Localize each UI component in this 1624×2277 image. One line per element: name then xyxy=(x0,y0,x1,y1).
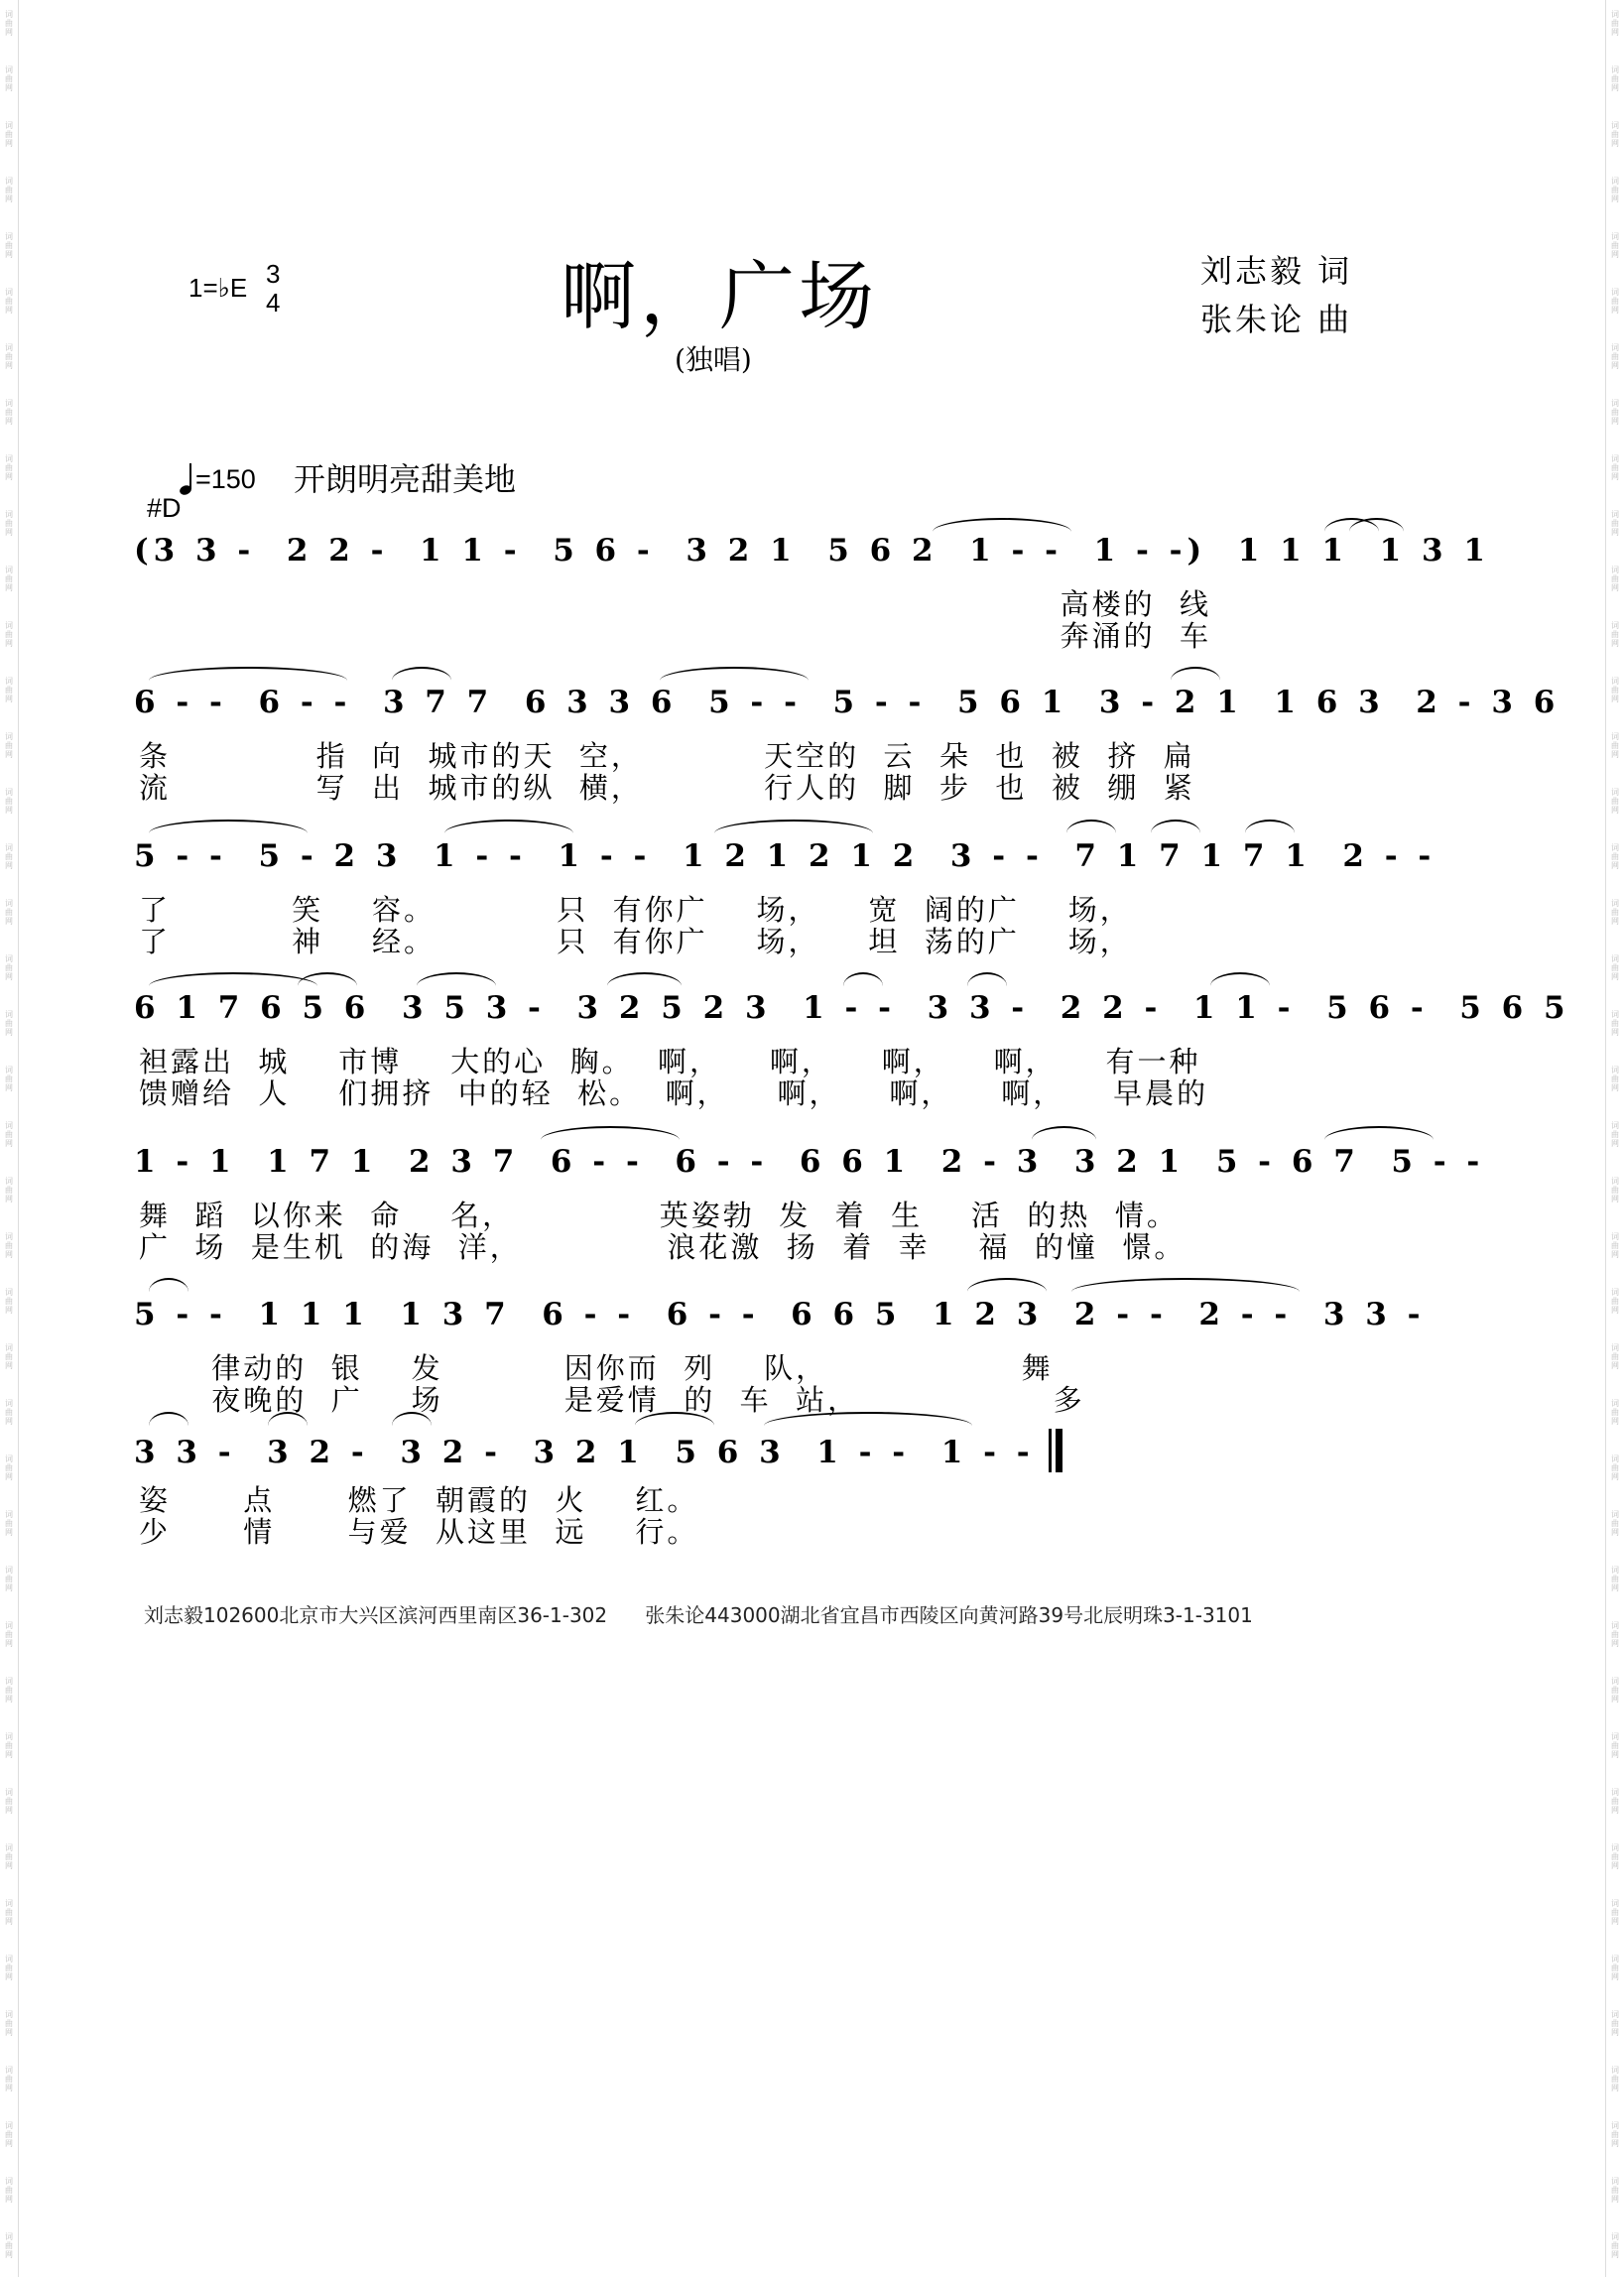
slur-mark xyxy=(1151,820,1200,833)
watermark-mark: 词曲网 xyxy=(5,788,13,815)
watermark-mark: 词曲网 xyxy=(5,1677,13,1704)
watermark-mark: 词曲网 xyxy=(1611,621,1619,648)
watermark-mark: 词曲网 xyxy=(1611,677,1619,703)
watermark-mark: 词曲网 xyxy=(5,1121,13,1148)
watermark-mark: 词曲网 xyxy=(5,1232,13,1259)
watermark-mark: 词曲网 xyxy=(5,843,13,870)
contact-footer: 刘志毅102600北京市大兴区滨河西里南区36-1-302 张朱论443000湖北省宜昌市西陵区向黄河路39号北辰明珠3-1-3101 xyxy=(144,1603,1253,1627)
slur-mark xyxy=(149,667,347,681)
slur-mark xyxy=(444,820,573,833)
notation-line: 5 - - 5 - 2 3 1 - - 1 - - 1 2 1 2 1 2 3 - - 7 1 7 1 7 1 2 - - xyxy=(134,838,1437,874)
watermark-mark: 词曲网 xyxy=(1611,2066,1619,2092)
key-signature: 1=♭E xyxy=(188,273,248,303)
watermark-mark: 词曲网 xyxy=(5,2232,13,2259)
watermark-mark: 词曲网 xyxy=(5,1788,13,1815)
watermark-mark: 词曲网 xyxy=(1611,454,1619,481)
notation-line: 1 - 1 1 7 1 2 3 7 6 - - 6 - - 6 6 1 2 - 3 3 2 1 5 - 6 7 5 - - xyxy=(134,1144,1485,1180)
notation-line: 6 - - 6 - - 3 7 7 6 3 3 6 5 - - 5 - - 5 6 1 3 - 2 1 1 6 3 2 - 3 6 xyxy=(134,685,1561,720)
slur-mark xyxy=(967,972,1007,986)
watermark-mark: 词曲网 xyxy=(1611,843,1619,870)
final-barline-thick xyxy=(1056,1429,1062,1472)
tempo-marking: =150 xyxy=(195,464,256,494)
lyric-verse-1: 高楼的 线 xyxy=(139,587,1212,621)
slur-mark xyxy=(149,972,317,986)
watermark-mark: 词曲网 xyxy=(1611,899,1619,926)
watermark-mark: 词曲网 xyxy=(5,2177,13,2204)
watermark-mark: 词曲网 xyxy=(5,1955,13,1981)
slur-mark xyxy=(1066,820,1116,833)
watermark-mark: 词曲网 xyxy=(5,65,13,92)
slur-mark xyxy=(298,972,357,986)
watermark-mark: 词曲网 xyxy=(5,2121,13,2148)
slur-mark xyxy=(541,1126,680,1140)
slur-mark xyxy=(1032,1126,1096,1140)
watermark-mark: 词曲网 xyxy=(5,1343,13,1370)
watermark-mark: 词曲网 xyxy=(1611,1343,1619,1370)
watermark-mark: 词曲网 xyxy=(5,510,13,537)
watermark-mark: 词曲网 xyxy=(5,1010,13,1037)
watermark-mark: 词曲网 xyxy=(5,232,13,259)
final-barline-thin xyxy=(1049,1429,1052,1472)
notation-line: 5 - - 1 1 1 1 3 7 6 - - 6 - - 6 6 5 1 2 3 2 - - 2 - - 3 3 - xyxy=(134,1297,1426,1332)
watermark-mark: 词曲网 xyxy=(5,1399,13,1426)
watermark-mark: 词曲网 xyxy=(1611,1843,1619,1870)
watermark-mark: 词曲网 xyxy=(5,954,13,981)
watermark-mark: 词曲网 xyxy=(1611,1177,1619,1203)
watermark-mark: 词曲网 xyxy=(5,1177,13,1203)
watermark-mark: 词曲网 xyxy=(5,454,13,481)
watermark-mark: 词曲网 xyxy=(1611,788,1619,815)
watermark-mark: 词曲网 xyxy=(5,177,13,203)
slur-mark xyxy=(1210,972,1270,986)
watermark-mark: 词曲网 xyxy=(1611,1010,1619,1037)
notation-line: (3 3 - 2 2 - 1 1 - 5 6 - 3 2 1 5 6 2 1 - - 1 - -) 1 1 1 1 3 1 xyxy=(134,533,1490,569)
watermark-mark: 词曲网 xyxy=(5,2066,13,2092)
lyric-verse-1: 律动的 银 发 因你而 列 队， 舞 xyxy=(139,1351,1054,1385)
watermark-mark: 词曲网 xyxy=(1611,566,1619,592)
right-page-margin-strip xyxy=(1605,0,1624,2277)
time-signature-top: 3 xyxy=(266,259,281,289)
watermark-mark: 词曲网 xyxy=(5,1899,13,1926)
slur-mark xyxy=(660,667,809,681)
lyric-verse-2: 馈赠给 人 们拥挤 中的轻 松。 啊， 啊， 啊， 啊， 早晨的 xyxy=(139,1076,1209,1110)
expression-marking: 开朗明亮甜美地 xyxy=(294,460,517,498)
lyric-verse-2: 广 场 是生机 的海 洋， 浪花激 扬 着 幸 福 的憧 憬。 xyxy=(139,1230,1187,1264)
song-subtitle: (独唱) xyxy=(675,343,752,376)
watermark-mark: 词曲网 xyxy=(5,1066,13,1092)
notation-line: 6 1 7 6 5 6 3 5 3 - 3 2 5 2 3 1 - - 3 3 - 2 2 - 1 1 - 5 6 - 5 6 5 xyxy=(134,990,1570,1026)
lyric-verse-2: 夜晚的 广 场 是爱情 的 车 站， 多 xyxy=(139,1383,1085,1417)
watermark-mark: 词曲网 xyxy=(5,1843,13,1870)
watermark-mark: 词曲网 xyxy=(1611,1732,1619,1759)
watermark-mark: 词曲网 xyxy=(5,621,13,648)
time-signature xyxy=(266,260,280,317)
watermark-mark: 词曲网 xyxy=(5,121,13,148)
watermark-mark: 词曲网 xyxy=(5,399,13,426)
watermark-mark: 词曲网 xyxy=(1611,1288,1619,1315)
left-page-margin-strip xyxy=(0,0,19,2277)
slur-mark xyxy=(1245,820,1295,833)
watermark-mark: 词曲网 xyxy=(5,899,13,926)
slur-mark xyxy=(1324,1126,1434,1140)
watermark-mark: 词曲网 xyxy=(1611,10,1619,37)
slur-mark xyxy=(149,820,308,833)
watermark-mark: 词曲网 xyxy=(5,677,13,703)
lyric-verse-2: 少 情 与爱 从这里 远 行。 xyxy=(139,1515,699,1549)
watermark-mark: 词曲网 xyxy=(1611,954,1619,981)
watermark-mark: 词曲网 xyxy=(1611,1899,1619,1926)
watermark-mark: 词曲网 xyxy=(1611,177,1619,203)
slur-mark xyxy=(1171,667,1220,681)
lyric-verse-1: 了 笑 容。 只 有你广 场， 宽 阔的广 场， xyxy=(139,893,1132,927)
lyricist-credit: 刘志毅 词 xyxy=(1200,252,1353,290)
lyric-verse-1: 袒露出 城 市博 大的心 胸。 啊， 啊， 啊， 啊， 有一种 xyxy=(139,1045,1201,1078)
watermark-mark: 词曲网 xyxy=(5,1732,13,1759)
watermark-mark: 词曲网 xyxy=(1611,1788,1619,1815)
lyric-verse-2: 流 写 出 城市的纵 横， 行人的 脚 步 也 被 绷 紧 xyxy=(139,771,1195,805)
watermark-mark: 词曲网 xyxy=(1611,732,1619,759)
slur-mark xyxy=(843,972,883,986)
watermark-mark: 词曲网 xyxy=(5,732,13,759)
watermark-mark: 词曲网 xyxy=(1611,1066,1619,1092)
lyric-verse-2: 奔涌的 车 xyxy=(139,619,1212,653)
watermark-mark: 词曲网 xyxy=(1611,343,1619,370)
watermark-mark: 词曲网 xyxy=(1611,1566,1619,1592)
time-signature-bottom: 4 xyxy=(266,288,281,317)
slur-mark xyxy=(967,1278,1047,1292)
watermark-mark: 词曲网 xyxy=(1611,1677,1619,1704)
notation-line: 3 3 - 3 2 - 3 2 - 3 2 1 5 6 3 1 - - 1 - - xyxy=(134,1429,1434,1472)
lyric-verse-1: 舞 蹈 以你来 命 名， 英姿勃 发 着 生 活 的热 情。 xyxy=(139,1199,1179,1232)
watermark-mark: 词曲网 xyxy=(1611,232,1619,259)
watermark-mark: 词曲网 xyxy=(5,10,13,37)
watermark-mark: 词曲网 xyxy=(1611,2010,1619,2037)
watermark-mark: 词曲网 xyxy=(1611,510,1619,537)
slur-mark xyxy=(417,972,496,986)
watermark-mark: 词曲网 xyxy=(1611,2121,1619,2148)
watermark-mark: 词曲网 xyxy=(5,566,13,592)
watermark-mark: 词曲网 xyxy=(1611,1232,1619,1259)
watermark-mark: 词曲网 xyxy=(5,1566,13,1592)
lyric-verse-1: 姿 点 燃了 朝霞的 火 红。 xyxy=(139,1483,699,1517)
watermark-mark: 词曲网 xyxy=(1611,1621,1619,1648)
watermark-mark: 词曲网 xyxy=(1611,65,1619,92)
slur-mark xyxy=(607,972,682,986)
watermark-mark: 词曲网 xyxy=(1611,1399,1619,1426)
watermark-mark: 词曲网 xyxy=(5,1455,13,1481)
quarter-note-icon xyxy=(177,461,194,497)
watermark-mark: 词曲网 xyxy=(1611,288,1619,315)
lyric-verse-2: 了 神 经。 只 有你广 场， 坦 荡的广 场， xyxy=(139,925,1132,958)
song-title: 啊，广场 xyxy=(561,252,878,340)
watermark-mark: 词曲网 xyxy=(1611,399,1619,426)
watermark-mark: 词曲网 xyxy=(5,1288,13,1315)
watermark-mark: 词曲网 xyxy=(5,1510,13,1537)
slur-mark xyxy=(933,518,1071,532)
slur-mark xyxy=(714,820,873,833)
watermark-mark: 词曲网 xyxy=(5,288,13,315)
watermark-mark: 词曲网 xyxy=(1611,1510,1619,1537)
watermark-mark: 词曲网 xyxy=(5,343,13,370)
composer-credit: 张朱论 曲 xyxy=(1200,301,1353,338)
watermark-mark: 词曲网 xyxy=(5,1621,13,1648)
slur-mark xyxy=(149,1278,188,1292)
lyric-verse-1: 条 指 向 城市的天 空， 天空的 云 朵 也 被 挤 扁 xyxy=(139,739,1195,773)
slur-mark xyxy=(1071,1278,1300,1292)
watermark-mark: 词曲网 xyxy=(1611,1455,1619,1481)
slur-mark xyxy=(392,667,451,681)
watermark-mark: 词曲网 xyxy=(1611,121,1619,148)
watermark-mark: 词曲网 xyxy=(1611,1121,1619,1148)
watermark-mark: 词曲网 xyxy=(5,2010,13,2037)
watermark-mark: 词曲网 xyxy=(1611,1955,1619,1981)
watermark-mark: 词曲网 xyxy=(1611,2177,1619,2204)
watermark-mark: 词曲网 xyxy=(1611,2232,1619,2259)
tonic-marking: #D xyxy=(147,493,182,523)
